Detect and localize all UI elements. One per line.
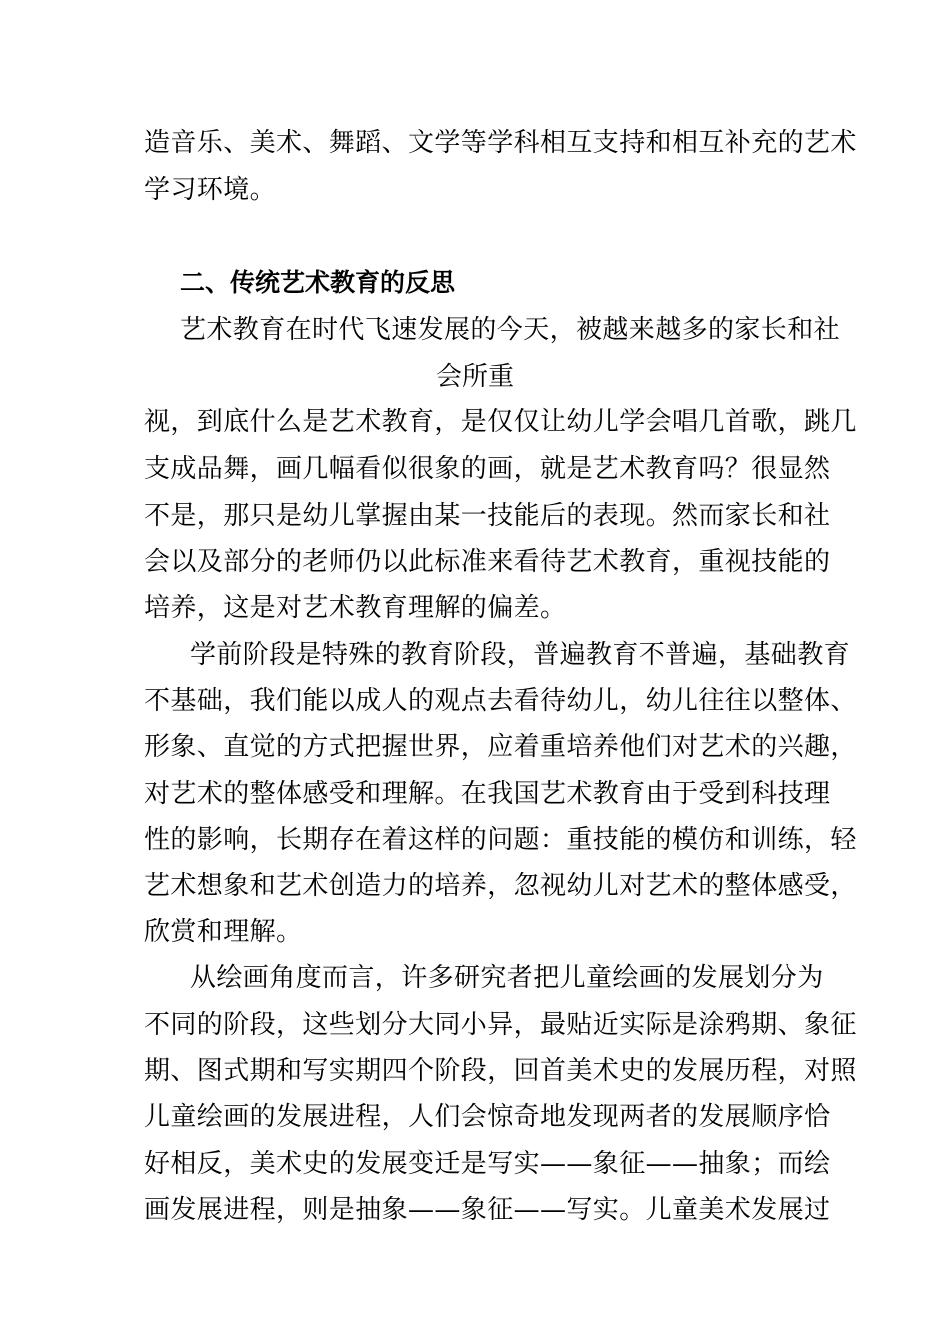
text-line: 期、图式期和写实期四个阶段，回首美术史的发展历程，对照 [144,1056,857,1086]
text-line: 性的影响，长期存在着这样的问题：重技能的模仿和训练，轻 [144,825,857,855]
text-line: 艺术想象和艺术创造力的培养，忽视幼儿对艺术的整体感受， [144,871,857,901]
text-line: 欣赏和理解。 [144,917,303,947]
text-line: 好相反，美术史的发展变迁是写实——象征——抽象；而绘 [144,1149,831,1179]
text-line: 培养，这是对艺术教育理解的偏差。 [144,593,567,623]
text-line: 画发展进程，则是抽象——象征——写实。儿童美术发展过 [144,1195,831,1225]
text-line: 艺术教育在时代飞速发展的今天，被越来越多的家长和社 [180,315,841,345]
section-heading: 二、传统艺术教育的反思 [180,268,456,297]
text-line: 支成品舞，画几幅看似很象的画，就是艺术教育吗？很显然 [144,454,831,484]
text-line: 学习环境。 [144,175,277,205]
text-line: 不是，那只是幼儿掌握由某一技能后的表现。然而家长和社 [144,501,831,531]
text-line: 不同的阶段，这些划分大同小异，最贴近实际是涂鸦期、象征 [144,1010,857,1040]
text-line: 对艺术的整体感受和理解。在我国艺术教育由于受到科技理 [144,779,831,809]
text-line-centered: 会所重 [435,362,514,392]
text-line: 学前阶段是特殊的教育阶段，普遍教育不普遍，基础教育 [190,640,851,670]
text-line: 视，到底什么是艺术教育，是仅仅让幼儿学会唱几首歌，跳几 [144,407,857,437]
text-line: 不基础，我们能以成人的观点去看待幼儿，幼儿往往以整体、 [144,686,857,716]
text-line: 形象、直觉的方式把握世界，应着重培养他们对艺术的兴趣， [144,732,857,762]
text-line: 从绘画角度而言，许多研究者把儿童绘画的发展划分为 [190,963,824,993]
text-line: 会以及部分的老师仍以此标准来看待艺术教育，重视技能的 [144,547,831,577]
text-line: 儿童绘画的发展进程，人们会惊奇地发现两者的发展顺序恰 [144,1102,831,1132]
text-line: 造音乐、美术、舞蹈、文学等学科相互支持和相互补充的艺术 [144,128,857,158]
